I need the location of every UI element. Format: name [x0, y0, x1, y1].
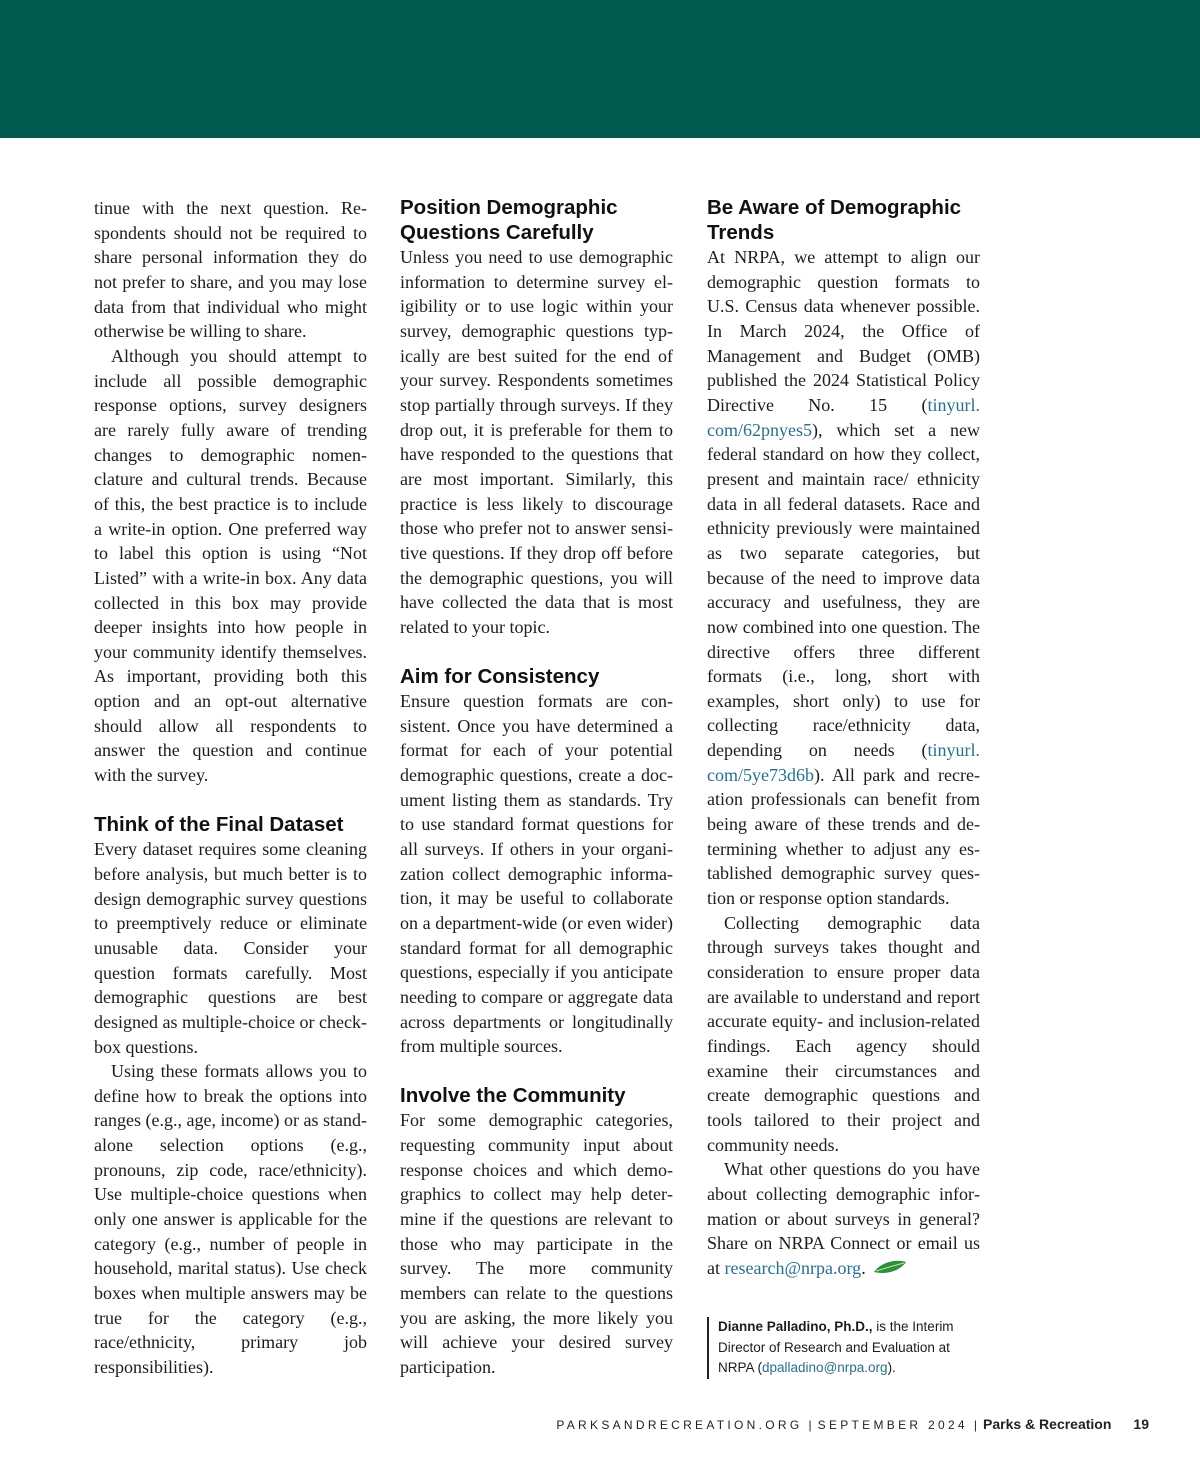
column-2 — [400, 196, 673, 1380]
omb-directive-link[interactable]: tinyurl. com/62pnyes5 — [707, 394, 980, 440]
paragraph: Every dataset requires some cleaning before analysis, but much better is to design demographic survey questions to preemptively reduce or eliminate unusable data. Consider your question formats carefully. Most demographic questions are best designed as multiple-choice or check-box questions. — [94, 839, 367, 1057]
section-heading-position: Position Demographic Questions Carefully — [400, 196, 618, 244]
paragraph — [707, 245, 980, 911]
paragraph: Using these formats allows you to define how to break the options into ranges (e.g., age, income) or as stand-alone selection options (e.g., pronouns, zip code, race/ethnicity). Use multiple-choice questions when only one answer is applicable for the category (e.g., number of people in household, marital status). Use check boxes when multiple answers may be true for the category (e.g., race/ethnicity, primary job responsibilities). — [94, 1061, 367, 1378]
bio-text: is the Interim Director of Research and Evaluation at NRPA ( — [718, 1319, 954, 1375]
bio-text: ). — [887, 1360, 896, 1375]
footer-site: PARKSANDRECREATION.ORG — [556, 1418, 803, 1432]
paragraph: For some demographic categories, requesting community input about response choices and which demographics to collect may help determine if the questions are relevant to those who may participate in the survey. The more community members can relate to the questions you are asking, the more likely you will achieve your desired survey participation. — [400, 1110, 673, 1377]
text: ). All park and recreation professionals can benefit from being aware of these trends and determining whether to adjust any established demographic survey question or response option standards. — [707, 764, 980, 909]
text: At NRPA, we attempt to align our demographic question formats to U.S. Census data whenever possible. In March 2024, the Office of Management and Budget (OMB) published the 2024 Statistical Policy Directive No. 15 ( — [707, 247, 980, 415]
section-heading-final-dataset: Think of the Final Dataset — [94, 812, 344, 836]
author-name: Dianne Palladino, Ph.D., — [718, 1319, 873, 1334]
race-ethnicity-formats-link[interactable]: tinyurl. com/5ye73d6b — [707, 740, 980, 785]
header-band — [0, 0, 1200, 138]
section-heading-community: Involve the Community — [400, 1083, 626, 1107]
footer-magazine: Parks & Recreation — [983, 1416, 1112, 1432]
paragraph: Collecting demographic data through surveys takes thought and consideration to ensure proper data are available to understand and report accurate equity- and inclusion-related findings. Each agency should examine their circumstances and create demographic questions and tools tailored to their project and community needs. — [707, 912, 980, 1155]
section-heading-consistency: Aim for Consistency — [400, 664, 600, 688]
page-footer — [556, 1416, 1149, 1432]
text: . — [861, 1257, 866, 1278]
footer-issue: SEPTEMBER 2024 — [817, 1418, 968, 1432]
paragraph — [707, 1157, 980, 1280]
paragraph: Unless you need to use demographic information to determine survey eligibility or to use logic within your survey, demographic questions typically are best suited for the end of your survey. Respondents sometimes stop partially through surveys. If they drop out, it is preferable for them to have responded to the questions that are most important. Similarly, this practice is less likely to discourage those who prefer not to answer sensitive questions. If they drop off before the demographic questions, you will have collected the data that is most related to your topic. — [400, 247, 673, 637]
footer-separator: | — [808, 1418, 812, 1432]
text: What other questions do you have about collecting demographic information or about surveys in general? Share on NRPA Connect or email us at — [707, 1159, 980, 1278]
section-heading-trends: Be Aware of Demographic Trends — [707, 196, 962, 244]
page-number: 19 — [1133, 1416, 1149, 1432]
author-bio — [707, 1317, 983, 1379]
leaf-icon — [872, 1259, 908, 1277]
paragraph: tinue with the next question. Respondents should not be required to share personal information they do not prefer to share, and you may lose data from that individual who might otherwise be willing to share. — [94, 198, 367, 342]
research-email-link[interactable]: research@nrpa.org — [724, 1257, 862, 1278]
paragraph: Although you should attempt to include all possible demographic response options, survey designers are rarely fully aware of trending changes to demographic nomenclature and cultural trends. Because of this, the best practice is to include a write-in option. One preferred way to label this option is using “Not Listed” with a write-in box. Any data collected in this box may provide deeper insights into how people in your community identify themselves. As important, providing both this option and an opt-out alternative should allow all respondents to answer the question and continue with the survey. — [94, 345, 367, 786]
column-1 — [94, 196, 367, 1380]
column-3 — [707, 196, 980, 1281]
author-email-link[interactable]: dpalladino@nrpa.org — [762, 1360, 888, 1375]
text: ), which set a new federal standard on how they collect, present and maintain race/ ethnicity data in all federal datasets. Race and ethnicity previously were maintained as two separate categories, but because of the need to improve data accuracy and usefulness, they are now combined into one question. The directive offers three different formats (i.e., long, short with examples, short only) to use for collecting race/ethnicity data, depending on needs ( — [707, 419, 980, 761]
footer-separator: | — [973, 1418, 978, 1432]
paragraph: Ensure question formats are consistent. Once you have determined a format for each of your potential demographic questions, create a document listing them as standards. Try to use standard format questions for all surveys. If others in your organization collect demographic information, it may be useful to collaborate on a department-wide (or even wider) standard format for all demographic questions, especially if you anticipate needing to compare or aggregate data across departments or longitudinally from multiple sources. — [400, 691, 673, 1057]
